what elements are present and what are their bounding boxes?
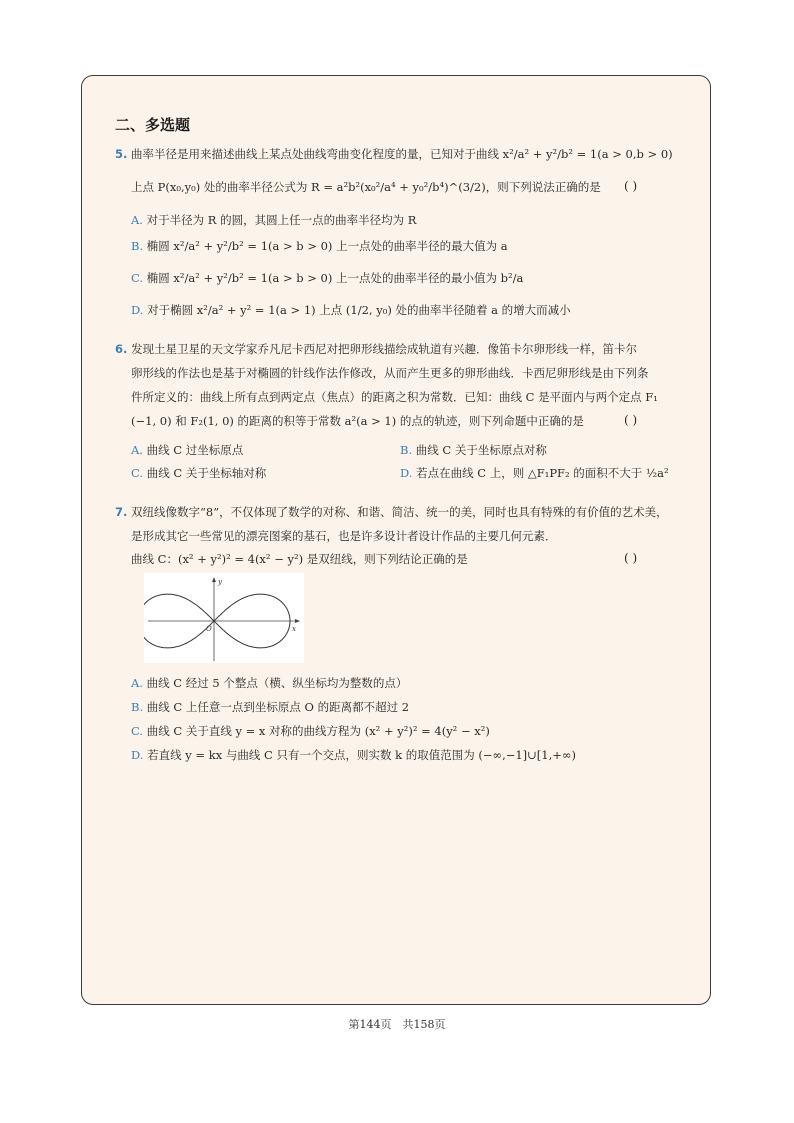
- q7-option-a[interactable]: A. 曲线 C 经过 5 个整点（横、纵坐标均为整数的点）: [131, 676, 408, 690]
- q7-answer-paren: ( ): [624, 551, 638, 565]
- q5-text1: 曲率半径是用来描述曲线上某点处曲线弯曲变化程度的量，已知对于曲线 x²/a² + y²/b² = 1(a > 0,b > 0): [131, 147, 673, 161]
- q6-number: 6.: [115, 342, 128, 356]
- y-axis-label: y: [218, 578, 222, 586]
- x-axis-label: x: [292, 625, 296, 633]
- section-title: 二、多选题: [115, 116, 191, 134]
- q7-number: 7.: [115, 505, 128, 519]
- q7-line2: 是形成其它一些常见的漂亮图案的基石，也是许多设计者设计作品的主要几何元素．: [131, 529, 557, 543]
- q5-option-d[interactable]: D. 对于椭圆 x²/a² + y² = 1(a > 1) 上点 (1/2, y₀) 处的曲率半径随着 a 的增大而减小: [131, 303, 571, 317]
- q6-answer-paren: ( ): [624, 413, 638, 427]
- q6-line2: 卵形线的作法也是基于对椭圆的针线作法作修改，从而产生更多的卵形曲线．卡西尼卵形线是由下列条: [131, 366, 649, 380]
- lemniscate-graph: [144, 573, 304, 663]
- q6-option-a[interactable]: A. 曲线 C 过坐标原点: [131, 443, 244, 457]
- q7-line1: 7. 双纽线像数字“8”，不仅体现了数学的对称、和谐、简洁、统一的美，同时也具有特殊的有价值的艺术美，: [115, 505, 668, 519]
- q6-line4: (−1, 0) 和 F₂(1, 0) 的距离的积等于常数 a²(a > 1) 的点的轨迹，则下列命题中正确的是: [131, 414, 584, 428]
- q5-answer-paren: ( ): [624, 179, 638, 193]
- q6-option-d[interactable]: D. 若点在曲线 C 上，则 △F₁PF₂ 的面积不大于 ½a²: [400, 466, 669, 480]
- q5-text2: 上点 P(x₀,y₀) 处的曲率半径公式为 R = a²b²(x₀²/a⁴ + y₀²/b⁴)^(3/2)，则下列说法正确的是: [131, 180, 601, 194]
- q6-option-c[interactable]: C. 曲线 C 关于坐标轴对称: [131, 466, 267, 480]
- q5-option-a[interactable]: A. 对于半径为 R 的圆，其圆上任一点的曲率半径均为 R: [131, 213, 417, 227]
- q7-option-b[interactable]: B. 曲线 C 上任意一点到坐标原点 O 的距离都不超过 2: [131, 700, 410, 714]
- q6-option-b[interactable]: B. 曲线 C 关于坐标原点对称: [400, 443, 547, 457]
- q7-option-c[interactable]: C. 曲线 C 关于直线 y = x 对称的曲线方程为 (x² + y²)² = 4(y² − x²): [131, 724, 490, 738]
- q5-option-b[interactable]: B. 椭圆 x²/a² + y²/b² = 1(a > b > 0) 上一点处的曲率半径的最大值为 a: [131, 239, 508, 253]
- q5-option-c[interactable]: C. 椭圆 x²/a² + y²/b² = 1(a > b > 0) 上一点处的曲率半径的最小值为 b²/a: [131, 271, 524, 285]
- graph-background: [144, 573, 304, 663]
- q5-line1: [115, 146, 673, 162]
- q7-option-d[interactable]: D. 若直线 y = kx 与曲线 C 只有一个交点，则实数 k 的取值范围为 (−∞,−1]∪[1,+∞): [131, 748, 576, 762]
- page-footer: 第144页 共158页: [348, 1018, 446, 1031]
- q5-number: 5.: [115, 147, 128, 161]
- q6-line1: 6. 发现土星卫星的天文学家乔凡尼卡西尼对把卵形线描绘成轨道有兴趣．像笛卡尔卵形线一样，笛卡尔: [115, 342, 637, 356]
- origin-label: O: [206, 625, 212, 633]
- q7-line3: 曲线 C：(x² + y²)² = 4(x² − y²) 是双纽线，则下列结论正确的是: [131, 552, 468, 566]
- q6-line3: 件所定义的：曲线上所有点到两定点（焦点）的距离之积为常数．已知：曲线 C 是平面内与两个定点 F₁: [131, 390, 658, 404]
- q5-line2: [131, 179, 601, 195]
